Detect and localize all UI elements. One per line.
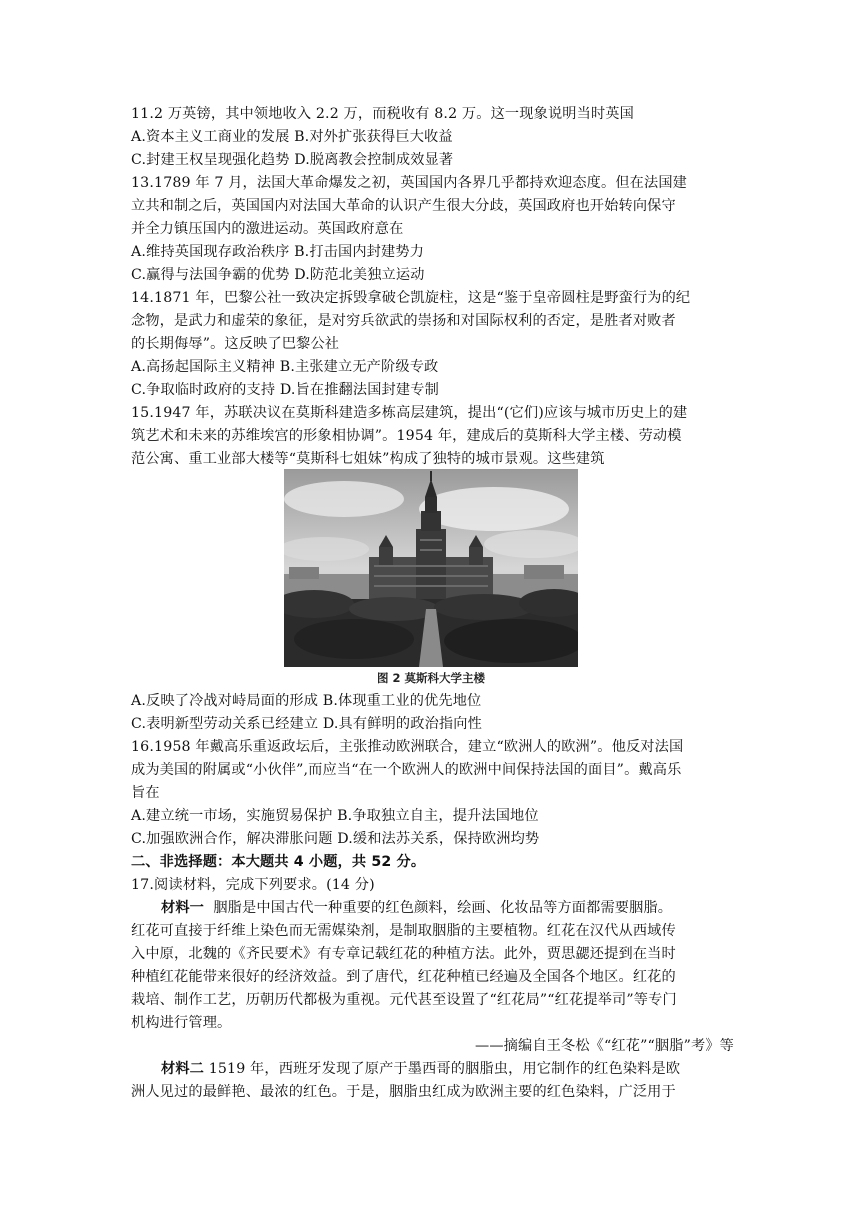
option-line: A.高扬起国际主义精神 B.主张建立无产阶级专政 <box>131 359 439 375</box>
section-heading: 二、非选择题：本大题共 4 小题，共 52 分。 <box>131 854 426 870</box>
question-15: 15.1947 年，苏联决议在莫斯科建造多栋高层建筑，提出“(它们)应该与城市历史上的建 <box>131 405 688 421</box>
text-line: 念物，是武力和虚荣的象征，是对穷兵欲武的崇扬和对国际权利的否定，是胜者对败者 <box>131 313 676 329</box>
text-line: 范公寓、重工业部大楼等“莫斯科七姐妹”构成了独特的城市景观。这些建筑 <box>131 451 605 467</box>
text-line: 成为美国的附属或“小伙伴”,而应当“在一个欧洲人的欧洲中间保持法国的面目”。戴高乐 <box>131 762 682 778</box>
text-line: 立共和制之后，英国国内对法国大革命的认识产生很大分歧，英国政府也开始转向保守 <box>131 198 676 214</box>
option-line: C.加强欧洲合作，解决滞胀问题 D.缓和法苏关系，保持欧洲均势 <box>131 831 540 847</box>
text-line: 种植红花能带来很好的经济效益。到了唐代，红花种植已经遍及全国各个地区。红花的 <box>131 969 676 985</box>
text-line: 11.2 万英镑，其中领地收入 2.2 万，而税收有 8.2 万。这一现象说明当时英国 <box>131 106 634 122</box>
option-line: A.建立统一市场，实施贸易保护 B.争取独立自主，提升法国地位 <box>131 808 539 824</box>
question-14: 14.1871 年，巴黎公社一致决定拆毁拿破仑凯旋柱，这是“鉴于皇帝圆柱是野蛮行为的纪 <box>131 290 691 306</box>
text-line: 的长期侮辱”。这反映了巴黎公社 <box>131 336 340 352</box>
material-2-text: 1519 年，西班牙发现了原产于墨西哥的胭脂虫，用它制作的红色染料是欧 <box>208 1061 681 1077</box>
text-line: 并全力镇压国内的激进运动。英国政府意在 <box>131 221 404 237</box>
material-1-first-line <box>161 898 731 918</box>
option-line: A.反映了冷战对峙局面的形成 B.体现重工业的优先地位 <box>131 693 482 709</box>
text-line: 入中原，北魏的《齐民要术》有专章记载红花的种植方法。此外，贾思勰还提到在当时 <box>131 946 676 962</box>
material-2-label: 材料二 <box>161 1061 205 1077</box>
text-line: 旨在 <box>131 785 160 801</box>
text-line: 红花可直接于纤维上染色而无需媒染剂，是制取胭脂的主要植物。红花在汉代从西域传 <box>131 923 676 939</box>
question-17: 17.阅读材料，完成下列要求。(14 分) <box>131 877 375 893</box>
option-line: A.资本主义工商业的发展 B.对外扩张获得巨大收益 <box>131 129 453 145</box>
text-line: 栽培、制作工艺，历朝历代都极为重视。元代甚至设置了“红花局”“红花提举司”等专门 <box>131 992 677 1008</box>
material-1-text: 胭脂是中国古代一种重要的红色颜料，绘画、化妆品等方面都需要胭脂。 <box>213 900 673 916</box>
option-line: A.维持英国现存政治秩序 B.打击国内封建势力 <box>131 244 425 260</box>
option-line: C.赢得与法国争霸的优势 D.防范北美独立运动 <box>131 267 425 283</box>
material-2-first-line <box>161 1059 731 1079</box>
option-line: C.封建王权呈现强化趋势 D.脱离教会控制成效显著 <box>131 152 454 168</box>
option-line: C.争取临时政府的支持 D.旨在推翻法国封建专制 <box>131 382 439 398</box>
question-13: 13.1789 年 7 月，法国大革命爆发之初，英国国内各界几乎都持欢迎态度。但在法国建 <box>131 175 688 191</box>
figure-caption: 图 2 莫斯科大学主楼 <box>376 671 485 685</box>
moscow-university-photo <box>284 469 578 667</box>
question-16: 16.1958 年戴高乐重返政坛后，主张推动欧洲联合，建立“欧洲人的欧洲”。他反对法国 <box>131 739 684 755</box>
text-line: 洲人见过的最鲜艳、最浓的红色。于是，胭脂虫红成为欧洲主要的红色染料，广泛用于 <box>131 1084 676 1100</box>
option-line: C.表明新型劳动关系已经建立 D.具有鲜明的政治指向性 <box>131 716 482 732</box>
material-1-source: ——摘编自王冬松《“红花”“胭脂”考》等 <box>474 1038 734 1054</box>
material-1-label: 材料一 <box>161 900 205 916</box>
text-line: 筑艺术和未来的苏维埃宫的形象相协调”。1954 年，建成后的莫斯科大学主楼、劳动模 <box>131 428 682 444</box>
text-line: 机构进行管理。 <box>131 1015 232 1031</box>
